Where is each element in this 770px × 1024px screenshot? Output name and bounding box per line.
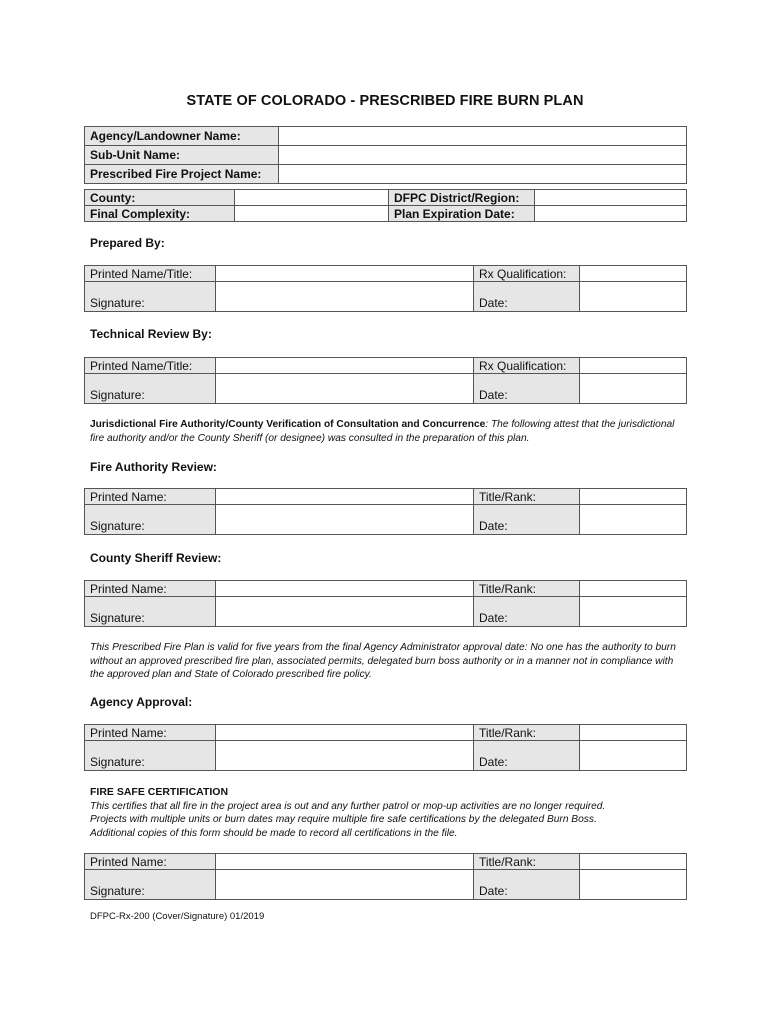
technical-name-field[interactable]	[216, 358, 474, 374]
sheriff-title-field[interactable]	[580, 581, 687, 597]
expiration-label: Plan Expiration Date:	[389, 206, 535, 222]
expiration-field[interactable]	[535, 206, 687, 222]
fire-authority-table	[84, 488, 687, 535]
agency-label: Agency/Landowner Name:	[85, 127, 279, 146]
printed-name-label: Printed Name:	[85, 581, 216, 597]
sheriff-signature-field[interactable]	[216, 597, 474, 627]
subunit-field[interactable]	[279, 146, 687, 165]
complexity-field[interactable]	[235, 206, 389, 222]
prepared-by-heading: Prepared By:	[90, 236, 165, 250]
signature-label: Signature:	[85, 597, 216, 627]
fire-safe-line-3: Additional copies of this form should be made to record all certifications in the file.	[90, 827, 458, 839]
agency-field[interactable]	[279, 127, 687, 146]
fire-safe-date-field[interactable]	[580, 870, 687, 900]
prepared-rx-field[interactable]	[580, 266, 687, 282]
technical-date-field[interactable]	[580, 374, 687, 404]
agency-approval-date-field[interactable]	[580, 741, 687, 771]
project-label: Prescribed Fire Project Name:	[85, 165, 279, 184]
sheriff-date-field[interactable]	[580, 597, 687, 627]
agency-approval-name-field[interactable]	[216, 725, 474, 741]
signature-label: Signature:	[85, 374, 216, 404]
title-rank-label: Title/Rank:	[474, 854, 580, 870]
county-sheriff-table	[84, 580, 687, 627]
rx-qualification-label: Rx Qualification:	[474, 266, 580, 282]
fire-authority-date-field[interactable]	[580, 505, 687, 535]
jurisdiction-note	[90, 418, 690, 445]
date-label: Date:	[474, 374, 580, 404]
project-field[interactable]	[279, 165, 687, 184]
prepared-by-table	[84, 265, 687, 312]
validity-note: This Prescribed Fire Plan is valid for five years from the final Agency Administrator approval date: No one has the authority to burn without an approved prescribed fire plan, associated permits, delegated burn boss authority or in a manner not in compliance with the approved plan and State of Colorado prescribed fire policy.	[90, 642, 676, 680]
header-table	[84, 126, 687, 184]
printed-name-title-label: Printed Name/Title:	[85, 266, 216, 282]
county-sheriff-heading: County Sheriff Review:	[90, 551, 222, 565]
fire-authority-signature-field[interactable]	[216, 505, 474, 535]
district-label: DFPC District/Region:	[389, 190, 535, 206]
agency-approval-table	[84, 724, 687, 771]
date-label: Date:	[474, 505, 580, 535]
title-rank-label: Title/Rank:	[474, 489, 580, 505]
jurisdiction-heading: Jurisdictional Fire Authority/County Verification of Consultation and Concurrence	[90, 419, 486, 430]
complexity-label: Final Complexity:	[85, 206, 235, 222]
fire-authority-name-field[interactable]	[216, 489, 474, 505]
fire-safe-block	[90, 786, 690, 840]
agency-approval-signature-field[interactable]	[216, 741, 474, 771]
title-rank-label: Title/Rank:	[474, 725, 580, 741]
subunit-label: Sub-Unit Name:	[85, 146, 279, 165]
signature-label: Signature:	[85, 741, 216, 771]
prepared-signature-field[interactable]	[216, 282, 474, 312]
county-table	[84, 189, 687, 222]
county-field[interactable]	[235, 190, 389, 206]
prepared-name-field[interactable]	[216, 266, 474, 282]
sheriff-name-field[interactable]	[216, 581, 474, 597]
date-label: Date:	[474, 870, 580, 900]
signature-label: Signature:	[85, 870, 216, 900]
fire-authority-title-field[interactable]	[580, 489, 687, 505]
district-field[interactable]	[535, 190, 687, 206]
jurisdiction-text: : The following attest that the jurisdictional fire authority and/or the County Sheriff (or designee) was consulted in the preparation of this plan.	[90, 419, 675, 444]
title-rank-label: Title/Rank:	[474, 581, 580, 597]
fire-safe-name-field[interactable]	[216, 854, 474, 870]
page-title: STATE OF COLORADO - PRESCRIBED FIRE BURN PLAN	[186, 93, 584, 109]
date-label: Date:	[474, 282, 580, 312]
date-label: Date:	[474, 597, 580, 627]
fire-safe-heading: FIRE SAFE CERTIFICATION	[90, 786, 229, 798]
agency-approval-heading: Agency Approval:	[90, 695, 193, 709]
technical-review-table	[84, 357, 687, 404]
printed-name-label: Printed Name:	[85, 854, 216, 870]
date-label: Date:	[474, 741, 580, 771]
printed-name-label: Printed Name:	[85, 489, 216, 505]
technical-review-heading: Technical Review By:	[90, 327, 212, 341]
printed-name-label: Printed Name:	[85, 725, 216, 741]
technical-rx-field[interactable]	[580, 358, 687, 374]
fire-safe-title-field[interactable]	[580, 854, 687, 870]
signature-label: Signature:	[85, 282, 216, 312]
fire-safe-signature-field[interactable]	[216, 870, 474, 900]
rx-qualification-label: Rx Qualification:	[474, 358, 580, 374]
prepared-date-field[interactable]	[580, 282, 687, 312]
fire-safe-line-2: Projects with multiple units or burn dates may require multiple fire safe certifications by the delegated Burn Boss.	[90, 814, 597, 825]
technical-signature-field[interactable]	[216, 374, 474, 404]
signature-label: Signature:	[85, 505, 216, 535]
fire-safe-table	[84, 853, 687, 900]
fire-safe-line-1: This certifies that all fire in the project area is out and any further patrol or mop-up activities are no longer required.	[90, 800, 606, 812]
agency-approval-title-field[interactable]	[580, 725, 687, 741]
fire-authority-heading: Fire Authority Review:	[90, 460, 217, 474]
form-footer: DFPC-Rx-200 (Cover/Signature) 01/2019	[90, 911, 265, 922]
county-label: County:	[85, 190, 235, 206]
printed-name-title-label: Printed Name/Title:	[85, 358, 216, 374]
